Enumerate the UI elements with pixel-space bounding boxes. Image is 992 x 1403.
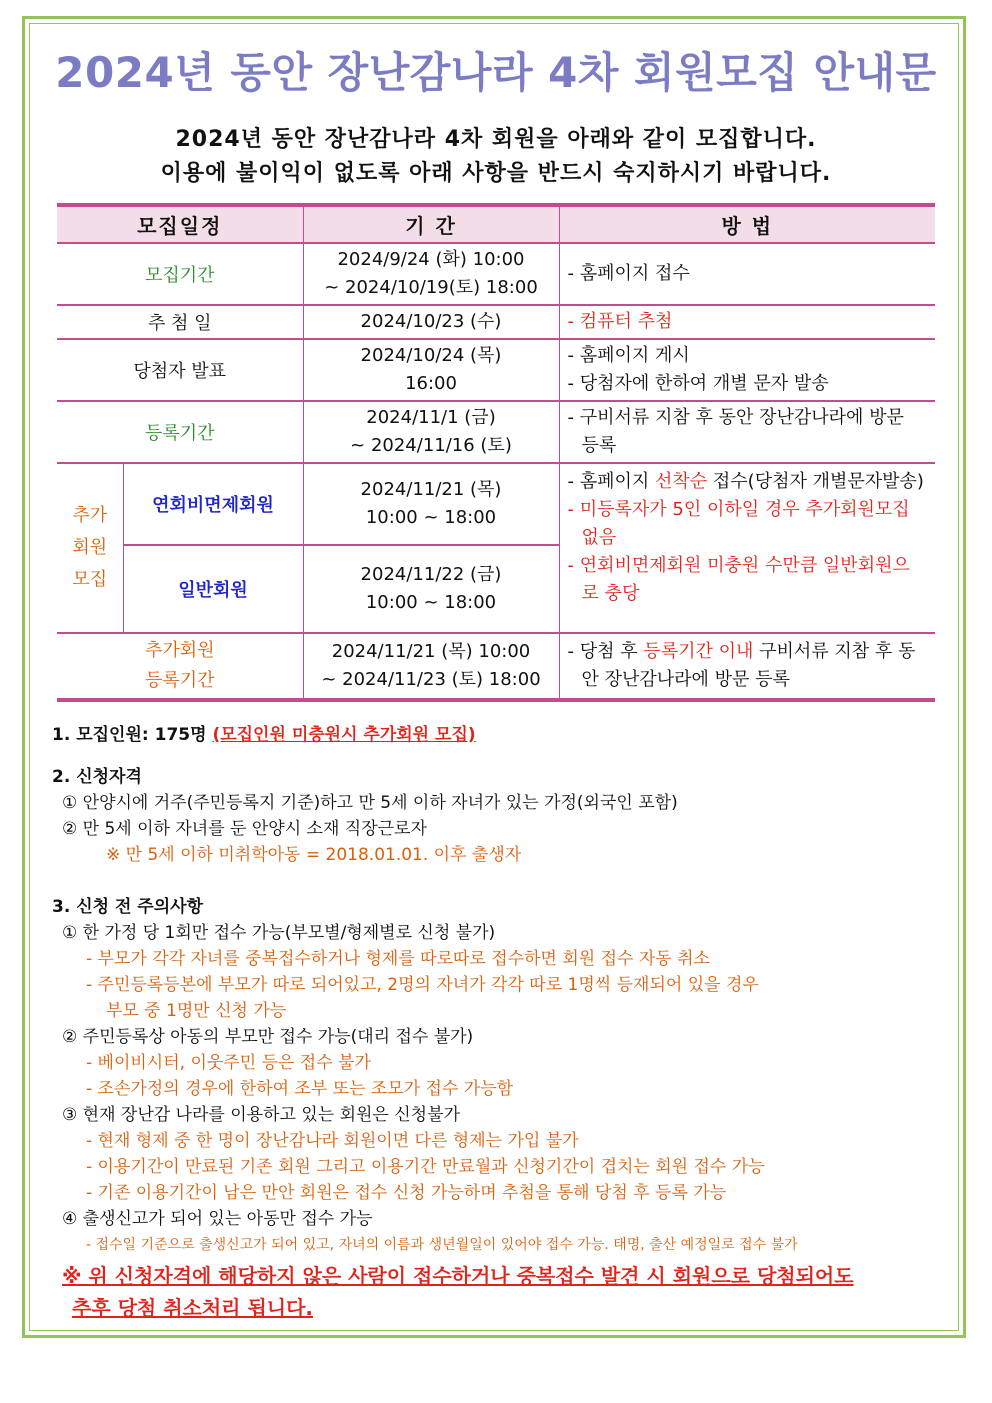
headcount-line xyxy=(52,722,476,748)
precaution-item: ① 한 가정 당 1회만 접수 가능(부모별/형제별로 신청 불가) xyxy=(62,923,496,943)
precaution-subitem: - 주민등록등본에 부모가 따로 되어있고, 2명의 자녀가 각각 따로 1명씩 등재되어 있을 경우 xyxy=(86,975,759,995)
precaution-item: ③ 현재 장난감 나라를 이용하고 있는 회원은 신청불가 xyxy=(62,1105,460,1125)
first-come-highlight: 선착순 xyxy=(655,471,708,492)
section-eligibility xyxy=(52,764,678,868)
warning-line-2: 추후 당첨 취소처리 됩니다. xyxy=(72,1296,314,1320)
method-line: - 구비서류 지참 후 동안 장난감나라에 방문 등록 xyxy=(567,407,904,456)
row-period-register xyxy=(303,401,559,463)
warning-line-1: ※ 위 신청자격에 해당하지 않은 사람이 접수하거나 중복접수 발견 시 회원으로 당첨되어도 xyxy=(62,1264,854,1288)
method-text: 구비서류 지참 후 동안 장난감나라에 방문 등록 xyxy=(581,641,916,690)
precaution-subitem: - 베이비시터, 이웃주민 등은 접수 불가 xyxy=(86,1053,371,1073)
period-line: 2024/11/1 (금) xyxy=(366,407,496,428)
method-line: - 컴퓨터 추첨 xyxy=(567,311,673,332)
period-line: 10:00 ~ 18:00 xyxy=(365,592,497,613)
headcount-heading: 1. 모집인원: 175명 xyxy=(52,725,213,745)
precaution-subitem: - 접수일 기준으로 출생신고가 되어 있고, 자녀의 이름과 생년월일이 있어야 접수 가능. 태명, 출산 예정일로 접수 불가 xyxy=(86,1237,798,1253)
label-line: 등록기간 xyxy=(144,670,215,691)
method-line xyxy=(568,638,928,694)
row-period-general-member xyxy=(303,545,559,633)
row-method-register xyxy=(559,401,935,463)
row-label-extra-group xyxy=(57,463,123,633)
group-label-line: 모집 xyxy=(72,569,108,590)
schedule-table xyxy=(57,203,935,702)
row-method-draw xyxy=(559,305,935,339)
table-row-register xyxy=(57,401,935,463)
eligibility-item: ② 만 5세 이하 자녀를 둔 안양시 소재 직장근로자 xyxy=(62,819,427,839)
row-period-extra-register xyxy=(303,633,559,700)
precautions-heading: 3. 신청 전 주의사항 xyxy=(52,897,203,917)
method-text: - 당첨 후 xyxy=(567,641,644,662)
table-row-draw xyxy=(57,305,935,339)
method-text: 접수(당첨자 개별문자발송) xyxy=(707,471,924,492)
table-row-extra-1 xyxy=(57,463,935,545)
precaution-item: ④ 출생신고가 되어 있는 아동만 접수 가능 xyxy=(62,1209,373,1229)
row-period-recruit xyxy=(303,243,559,305)
headcount-note: (모집인원 미충원시 추가회원 모집) xyxy=(212,725,476,745)
eligibility-item: ① 안양시에 거주(주민등록지 기준)하고 만 5세 이하 자녀가 있는 가정(외국인 포함) xyxy=(62,793,678,813)
method-line: - 연회비면제회원 미충원 수만큼 일반회원으로 충당 xyxy=(567,555,910,604)
precaution-subitem: - 현재 형제 중 한 명이 장난감나라 회원이면 다른 형제는 가입 불가 xyxy=(86,1131,579,1151)
group-label-line: 회원 xyxy=(72,537,108,558)
row-period-draw: 2024/10/23 (수) xyxy=(303,305,559,339)
row-label-extra-register xyxy=(57,633,303,700)
row-method-extra-register xyxy=(559,633,935,700)
table-row-recruit xyxy=(57,243,935,305)
section-precautions xyxy=(52,894,798,1258)
row-period-exempt-member xyxy=(303,463,559,545)
precaution-subitem: - 기존 이용기간이 남은 만안 회원은 접수 신청 가능하며 추첨을 통해 당첨 후 등록 가능 xyxy=(86,1183,727,1203)
group-label-line: 추가 xyxy=(72,505,108,526)
intro-line-2: 이용에 불이익이 없도록 아래 사항을 반드시 숙지하시기 바랍니다. xyxy=(160,161,832,186)
period-line: 2024/11/22 (금) xyxy=(360,564,502,585)
period-line: ~ 2024/11/23 (토) 18:00 xyxy=(321,669,541,690)
precaution-subitem: - 부모가 각각 자녀를 중복접수하거나 형제를 따로따로 접수하면 회원 접수 자동 취소 xyxy=(86,949,710,969)
period-line: 2024/11/21 (목) 10:00 xyxy=(331,641,531,662)
period-line: 2024/10/24 (목) xyxy=(360,345,502,366)
period-line: ~ 2024/11/16 (토) xyxy=(350,435,512,456)
row-method-extra xyxy=(559,463,935,633)
row-label-exempt-member: 연회비면제회원 xyxy=(123,463,303,545)
method-line: - 당첨자에 한하여 개별 문자 발송 xyxy=(567,373,829,394)
eligibility-note: ※ 만 5세 이하 미취학아동 = 2018.01.01. 이후 출생자 xyxy=(106,845,522,865)
row-period-announce xyxy=(303,339,559,401)
method-line: - 홈페이지 게시 xyxy=(567,345,690,366)
page-title: 2024년 동안 장난감나라 4차 회원모집 안내문 xyxy=(55,48,937,97)
row-label-announce: 당첨자 발표 xyxy=(57,339,303,401)
table-header-row xyxy=(57,205,935,243)
precaution-subitem: - 조손가정의 경우에 한하여 조부 또는 조모가 접수 가능함 xyxy=(86,1079,514,1099)
period-line: 2024/9/24 (화) 10:00 xyxy=(337,249,525,270)
method-text: - 홈페이지 xyxy=(567,471,655,492)
intro-line-1: 2024년 동안 장난감나라 4차 회원을 아래와 같이 모집합니다. xyxy=(175,127,817,152)
period-line: 2024/11/21 (목) xyxy=(360,479,502,500)
row-method-recruit xyxy=(559,243,935,305)
period-line: 16:00 xyxy=(405,373,457,394)
row-label-general-member: 일반회원 xyxy=(123,545,303,633)
row-label-register: 등록기간 xyxy=(57,401,303,463)
period-line: 10:00 ~ 18:00 xyxy=(365,507,497,528)
header-period: 기 간 xyxy=(303,205,559,243)
deadline-highlight: 등록기간 이내 xyxy=(643,641,754,662)
header-method: 방 법 xyxy=(559,205,935,243)
method-line: - 홈페이지 접수 xyxy=(567,263,690,284)
warning-notice xyxy=(62,1260,854,1324)
row-label-recruit: 모집기간 xyxy=(57,243,303,305)
precaution-item: ② 주민등록상 아동의 부모만 접수 가능(대리 접수 불가) xyxy=(62,1027,474,1047)
row-label-draw: 추 첨 일 xyxy=(57,305,303,339)
precaution-subitem: 부모 중 1명만 신청 가능 xyxy=(106,1001,287,1021)
section-headcount xyxy=(52,722,476,748)
period-line: ~ 2024/10/19(토) 18:00 xyxy=(324,277,538,298)
method-line xyxy=(568,468,928,496)
eligibility-heading: 2. 신청자격 xyxy=(52,767,142,787)
header-schedule: 모집일정 xyxy=(57,205,303,243)
label-line: 추가회원 xyxy=(144,640,215,661)
row-method-announce xyxy=(559,339,935,401)
method-line: - 미등록자가 5인 이하일 경우 추가회원모집 없음 xyxy=(567,499,910,548)
table-row-announce xyxy=(57,339,935,401)
precaution-subitem: - 이용기간이 만료된 기존 회원 그리고 이용기간 만료월과 신청기간이 겹치는 회원 접수 가능 xyxy=(86,1157,765,1177)
table-row-extra-register xyxy=(57,633,935,700)
